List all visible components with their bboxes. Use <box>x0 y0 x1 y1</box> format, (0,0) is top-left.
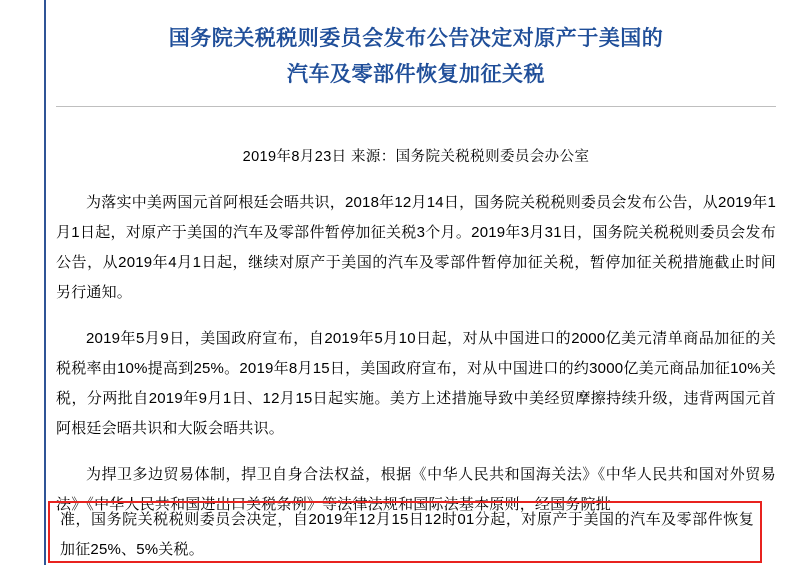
document-meta: 2019年8月23日 来源：国务院关税税则委员会办公室 <box>242 149 590 165</box>
paragraph-3: 为捍卫多边贸易体制，捍卫自身合法权益，根据《中华人民共和国海关法》《中华人民共和国对外贸易法》《中华人民共和国进出口关税条例》等法律法规和国际法基本原则，经国务院批 <box>56 466 776 513</box>
title-line-1: 国务院关税税则委员会发布公告决定对原产于美国的 <box>168 26 664 50</box>
paragraph-2: 2019年5月9日，美国政府宣布，自2019年5月10日起，对从中国进口的2000亿美元清单商品加征的关税税率由10%提高到25%。2019年8月15日，美国政府宣布，对从中国进口的约3000亿美元商品加征10%关税，分两批自2019年9月1日、12月15日起实施。美方上述措施导致中美经贸摩擦持续升级，违背两国元首阿根廷会晤共识和大阪会晤共识。 <box>56 330 776 437</box>
left-margin-rule <box>44 0 46 565</box>
paragraph-1: 为落实中美两国元首阿根廷会晤共识，2018年12月14日，国务院关税税则委员会发布公告，从2019年1月1日起，对原产于美国的汽车及零部件暂停加征关税3个月。2019年3月31日，国务院关税税则委员会发布公告，从2019年4月1日起，继续对原产于美国的汽车及零部件暂停加征关税，暂停加征关税措施截止时间另行通知。 <box>56 194 776 301</box>
document-body <box>56 188 776 520</box>
title-divider <box>56 106 776 107</box>
document-title <box>56 0 776 107</box>
document-content <box>56 0 776 520</box>
paragraph-4-boxed: 准，国务院关税税则委员会决定，自2019年12月15日12时01分起，对原产于美国的汽车及零部件恢复加征25%、5%关税。 <box>60 511 754 558</box>
title-line-2: 汽车及零部件恢复加征关税 <box>287 62 545 86</box>
